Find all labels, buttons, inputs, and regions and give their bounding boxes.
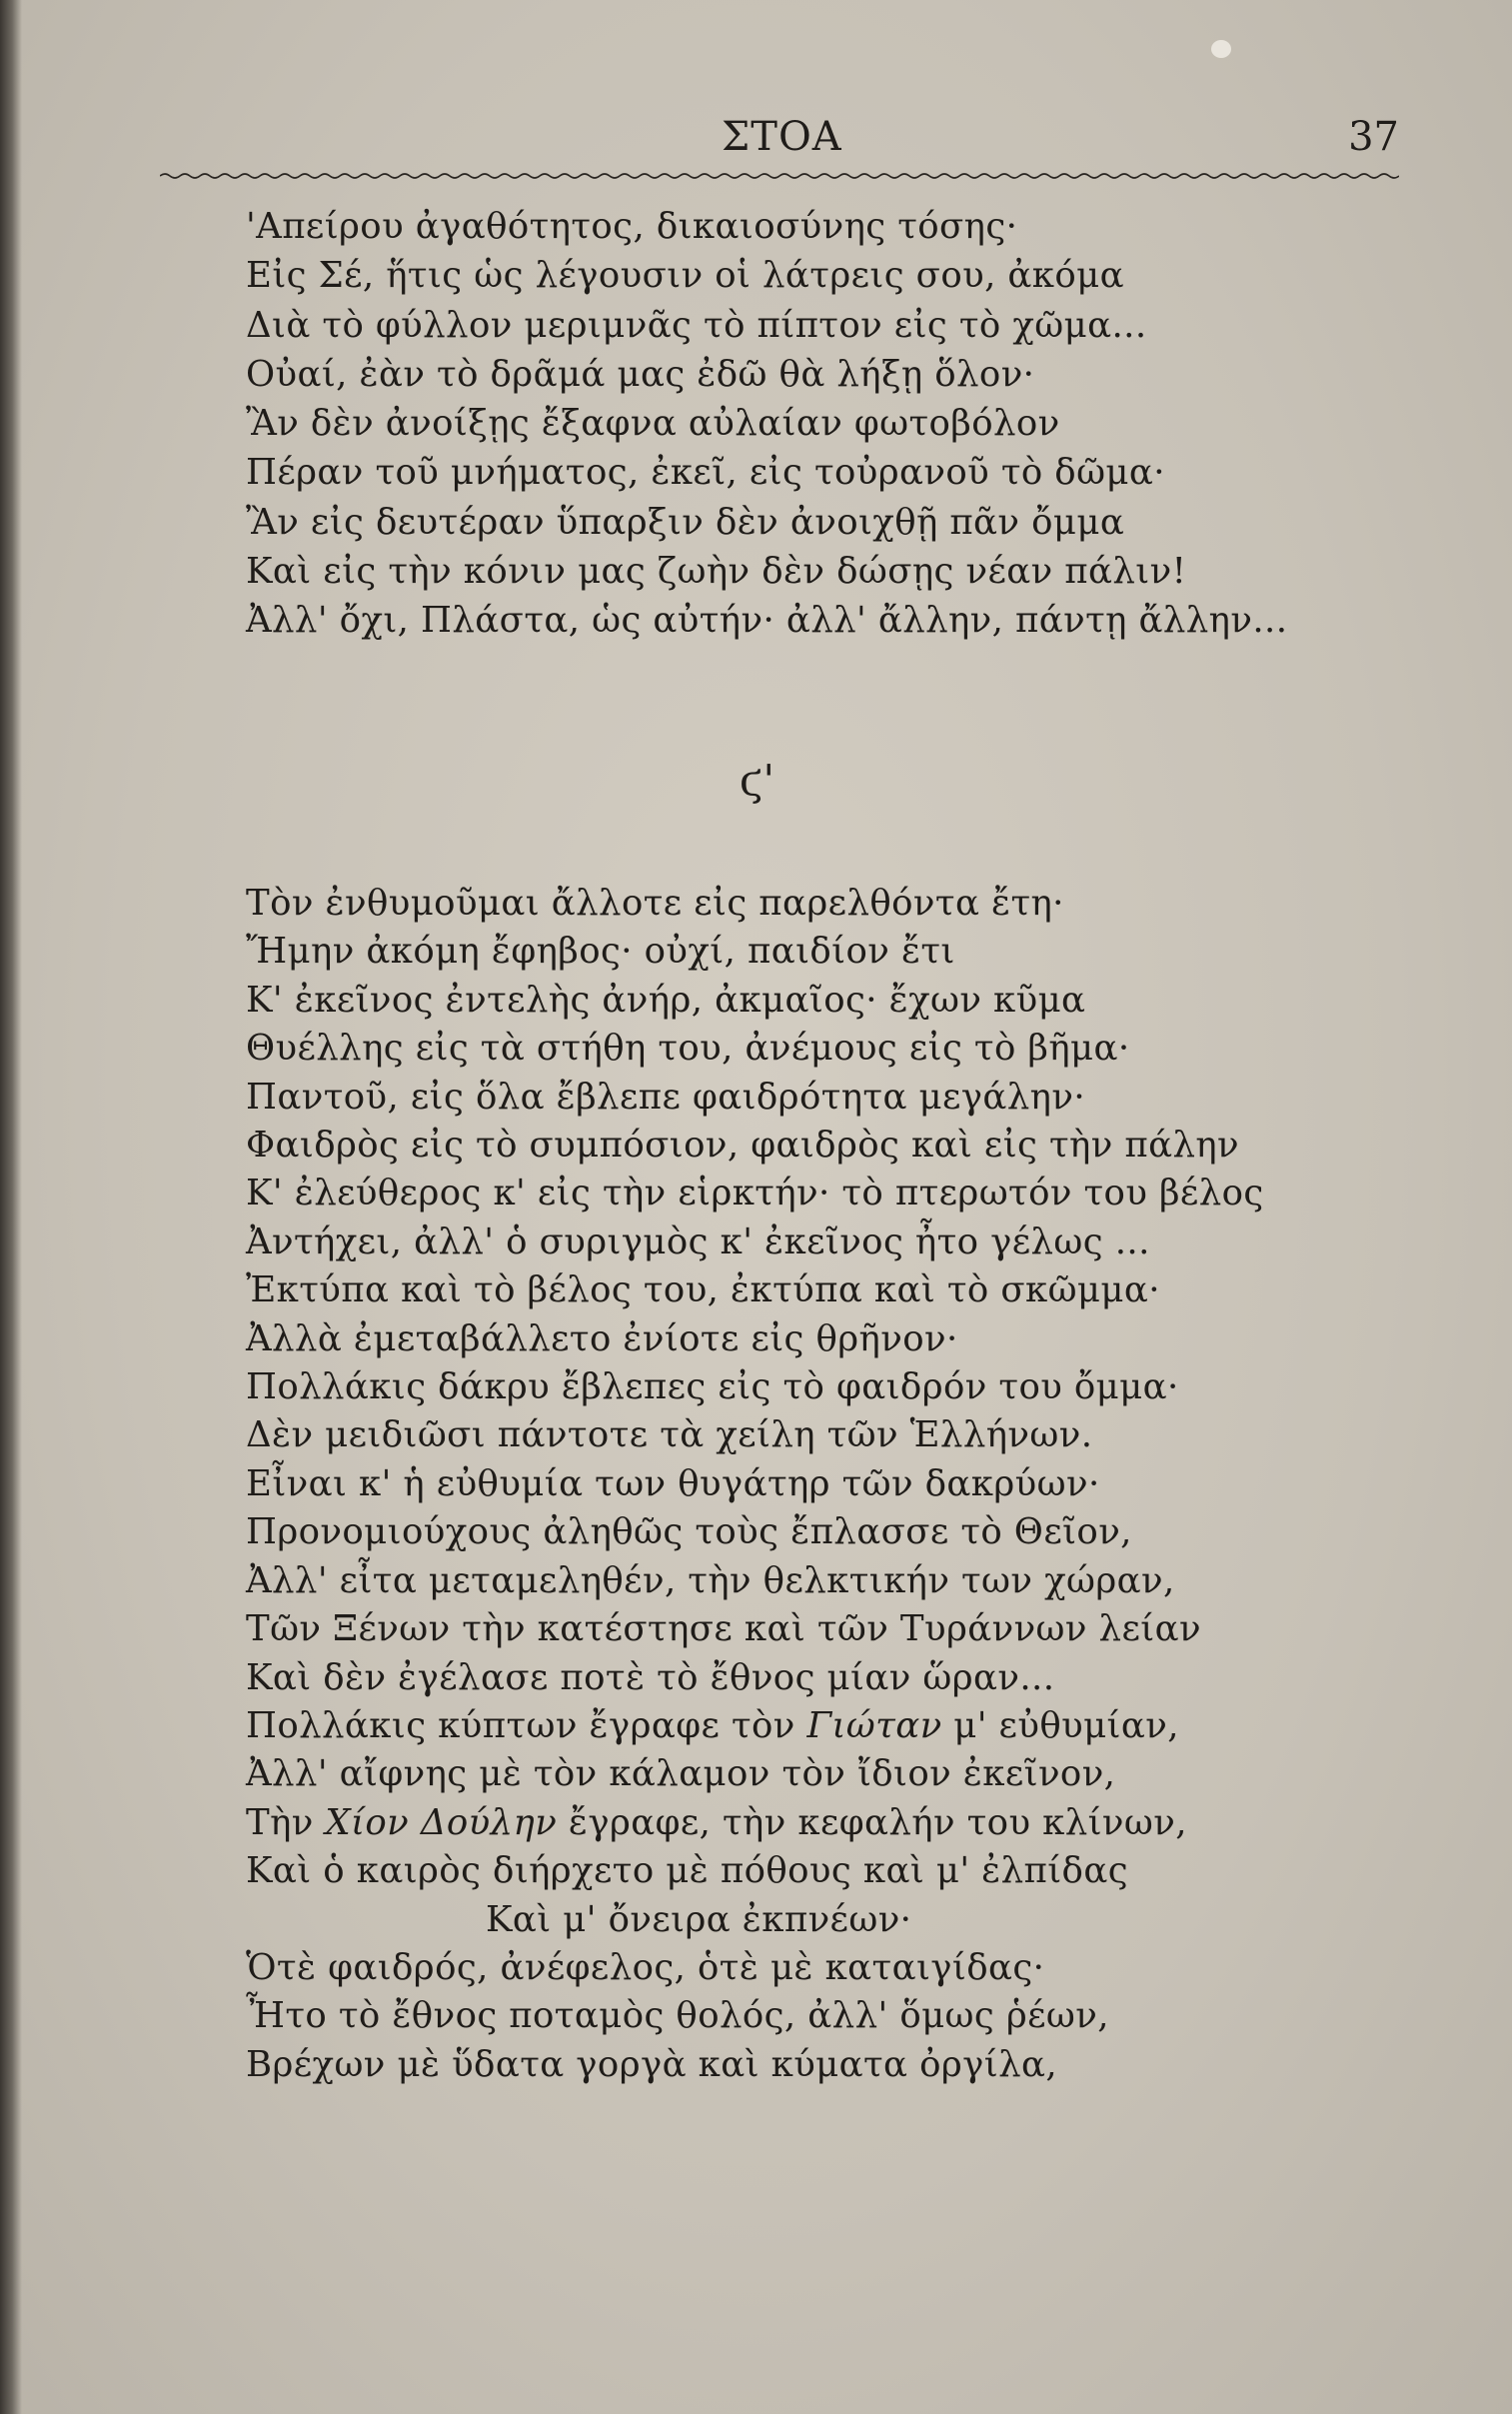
poem-line-text: Τὴν xyxy=(246,1801,326,1843)
poem-line: Καὶ εἰς τὴν κόνιν μας ζωὴν δὲν δώσῃς νέαν πάλιν! xyxy=(246,551,1187,593)
poem-line: Δὲν μειδιῶσι πάντοτε τὰ χείλη τῶν Ἑλλήνων. xyxy=(246,1414,1093,1456)
section-number: ϛ' xyxy=(740,756,775,805)
header-rule xyxy=(160,172,1399,180)
poem-line-text: ἔγραφε, τὴν κεφαλήν του κλίνων, xyxy=(557,1801,1187,1843)
poem-line-text: μ' εὐθυμίαν, xyxy=(941,1704,1179,1746)
poem-line: Κ' ἐκεῖνος ἐντελὴς ἀνήρ, ἀκμαῖος· ἔχων κῦμα xyxy=(246,979,1086,1021)
poem-line: Ἤμην ἀκόμη ἔφηβος· οὐχί, παιδίον ἔτι xyxy=(246,931,955,973)
poem-line: Ὁτὲ φαιδρός, ἀνέφελος, ὁτὲ μὲ καταιγίδας· xyxy=(246,1946,1045,1988)
poem-line: Φαιδρὸς εἰς τὸ συμπόσιον, φαιδρὸς καὶ εἰς τὴν πάλην xyxy=(246,1125,1240,1167)
poem-line: Καὶ δὲν ἐγέλασε ποτὲ τὸ ἔθνος μίαν ὥραν... xyxy=(246,1656,1055,1698)
poem-line: Ἂν δὲν ἀνοίξῃς ἔξαφνα αὐλαίαν φωτοβόλον xyxy=(246,403,1060,445)
poem-line: Κ' ἐλεύθερος κ' εἰς τὴν εἱρκτήν· τὸ πτερωτόν του βέλος xyxy=(246,1173,1264,1214)
paper-blemish xyxy=(1211,40,1231,58)
poem-line xyxy=(246,1799,1405,1847)
poem-line: Καὶ ὁ καιρὸς διήρχετο μὲ πόθους καὶ μ' ἐλπίδας xyxy=(246,1850,1128,1892)
poem-line xyxy=(246,1702,1405,1750)
poem-line: Προνομιούχους ἀληθῶς τοὺς ἔπλασσε τὸ Θεῖον, xyxy=(246,1511,1132,1553)
poem-line: Θυέλλης εἰς τὰ στήθη του, ἀνέμους εἰς τὸ βῆμα· xyxy=(246,1028,1130,1070)
poem-stanza-2 xyxy=(246,880,1405,2089)
page-binding-edge xyxy=(0,0,22,2414)
poem-line: Πολλάκις δάκρυ ἔβλεπες εἰς τὸ φαιδρόν του ὄμμα· xyxy=(246,1366,1179,1408)
poem-line: Ἀντήχει, ἀλλ' ὁ συριγμὸς κ' ἐκεῖνος ἦτο γέλως ... xyxy=(246,1220,1150,1262)
poem-line-indented: Καὶ μ' ὄνειρα ἐκπνέων· xyxy=(486,1898,912,1940)
poem-line: Ἦτο τὸ ἔθνος ποταμὸς θολός, ἀλλ' ὅμως ῥέων, xyxy=(246,1995,1109,2037)
poem-line: Τῶν Ξένων τὴν κατέστησε καὶ τῶν Τυράννων λείαν xyxy=(246,1608,1201,1650)
page-number: 37 xyxy=(1348,114,1399,160)
poem-line: Εἶναι κ' ἡ εὐθυμία των θυγάτηρ τῶν δακρύων· xyxy=(246,1462,1100,1504)
poem-line: Παντοῦ, εἰς ὅλα ἔβλεπε φαιδρότητα μεγάλην· xyxy=(246,1076,1086,1118)
poem-line: Βρέχων μὲ ὕδατα γοργὰ καὶ κύματα ὀργίλα, xyxy=(246,2043,1058,2085)
poem-stanza-1 xyxy=(246,202,1405,646)
poem-line: Ἀλλ' αἴφνης μὲ τὸν κάλαμον τὸν ἴδιον ἐκεῖνον, xyxy=(246,1753,1116,1795)
poem-line: Διὰ τὸ φύλλον μεριμνᾶς τὸ πίπτον εἰς τὸ χῶμα... xyxy=(246,304,1147,346)
poem-line: Ἀλλὰ ἐμεταβάλλετο ἐνίοτε εἰς θρῆνον· xyxy=(246,1317,958,1359)
running-title: ΣΤΟΑ xyxy=(722,114,842,160)
poem-line-text: Πολλάκις κύπτων ἔγραφε τὸν xyxy=(246,1704,807,1746)
poem-line: Οὐαί, ἐὰν τὸ δρᾶμά μας ἐδῶ θὰ λήξῃ ὅλον· xyxy=(246,353,1035,395)
poem-line: Τὸν ἐνθυμοῦμαι ἄλλοτε εἰς παρελθόντα ἔτη· xyxy=(246,883,1064,924)
italic-title: Γιώταν xyxy=(806,1704,942,1746)
italic-title: Χίον Δούλην xyxy=(325,1801,558,1843)
poem-line: Ἀλλ' ὄχι, Πλάστα, ὡς αὐτήν· ἀλλ' ἄλλην, πάντῃ ἄλλην... xyxy=(246,600,1288,642)
poem-line: Ἂν εἰς δευτέραν ὕπαρξιν δὲν ἀνοιχθῇ πᾶν ὄμμα xyxy=(246,501,1125,543)
poem-line: Πέραν τοῦ μνήματος, ἐκεῖ, εἰς τοὐρανοῦ τὸ δῶμα· xyxy=(246,452,1165,494)
page-header xyxy=(160,110,1399,170)
poem-line: Εἰς Σέ, ἥτις ὡς λέγουσιν οἱ λάτρεις σου, ἀκόμα xyxy=(246,255,1125,297)
poem-line: 'Απείρου ἀγαθότητος, δικαιοσύνης τόσης· xyxy=(246,206,1018,247)
poem-line: Ἀλλ' εἶτα μεταμεληθέν, τὴν θελκτικήν των χώραν, xyxy=(246,1559,1175,1601)
poem-line: Ἐκτύπα καὶ τὸ βέλος του, ἐκτύπα καὶ τὸ σκῶμμα· xyxy=(246,1269,1160,1311)
